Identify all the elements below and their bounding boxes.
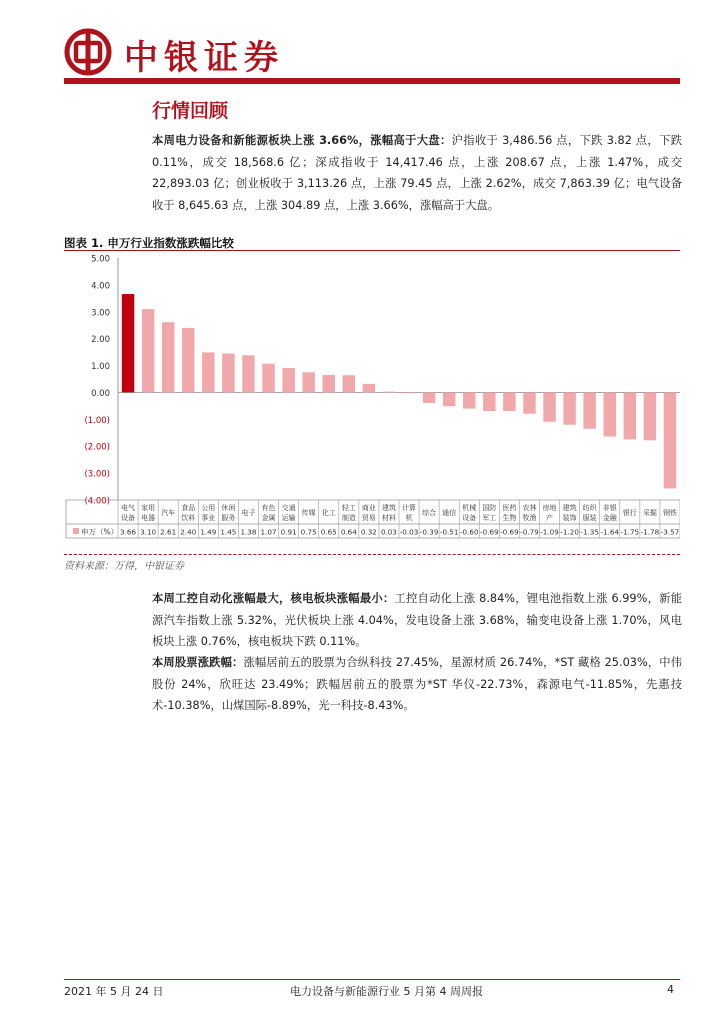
category-label: 国防 [482, 504, 497, 512]
bar [463, 392, 475, 408]
y-tick-label: 0.00 [91, 388, 110, 399]
category-label: 传媒 [301, 509, 316, 517]
bar [222, 353, 234, 392]
category-label: 电气 [121, 504, 136, 512]
data-label: -0.60 [459, 527, 479, 537]
bar [563, 392, 575, 424]
data-label: -1.09 [540, 527, 559, 537]
data-label: -0.51 [439, 527, 459, 537]
category-label: 交通 [281, 504, 296, 512]
category-label: 电器 [141, 514, 156, 522]
sector-performance-paragraph [152, 588, 682, 653]
category-label: 金属 [261, 514, 276, 522]
bar [202, 352, 214, 392]
category-label: 饮料 [181, 514, 196, 522]
category-label: 计算 [402, 504, 417, 512]
y-tick-label: (4.00) [84, 496, 110, 507]
bar [543, 392, 555, 421]
legend-swatch [73, 528, 79, 534]
data-label: -0.79 [520, 527, 539, 537]
data-label: 1.38 [240, 527, 257, 537]
bar [403, 392, 415, 393]
paragraph-body: 涨幅居前五的股票为合纵科技 27.45%，星源材质 26.74%，*ST 藏格 25.03%，中伟股份 24%，欣旺达 23.49%；跌幅居前五的股票为*ST 华仪-22.73%，森源电气-11.85%，先惠技术-10.38%，山煤国际-8.89%，光一科技-8.43%。 [152, 656, 682, 712]
market-review-paragraph [152, 130, 682, 216]
category-label: 运输 [281, 514, 296, 522]
figure-title: 图表 1. 申万行业指数涨跌幅比较 [64, 236, 234, 250]
category-label: 电子 [241, 509, 256, 517]
category-label: 医药 [502, 504, 517, 512]
paragraph-lead: 本周工控自动化涨幅最大，核电板块涨幅最小： [152, 592, 395, 605]
category-label: 服装 [582, 514, 597, 522]
bar [122, 294, 134, 392]
data-label: 3.10 [140, 527, 157, 537]
page-number: 4 [667, 983, 674, 996]
category-label: 金融 [602, 514, 617, 522]
data-label: -1.20 [560, 527, 579, 537]
data-label: 2.40 [180, 527, 197, 537]
data-label: 1.49 [200, 527, 217, 537]
bar [182, 328, 194, 393]
category-label: 通信 [442, 509, 457, 517]
data-label: 0.91 [280, 527, 297, 537]
category-label: 材料 [381, 514, 396, 522]
y-tick-label: (2.00) [84, 442, 110, 453]
data-label: -1.78 [640, 527, 660, 537]
category-label: 非银 [602, 504, 617, 512]
category-label: 产 [546, 514, 554, 522]
bar [604, 392, 616, 436]
bar [383, 392, 395, 393]
bar [363, 384, 375, 393]
data-label: -1.75 [620, 527, 640, 537]
y-tick-label: 1.00 [91, 362, 110, 373]
category-label: 服务 [221, 514, 236, 522]
category-label: 装饰 [562, 514, 577, 522]
paragraph-body: 工控自动化上涨 8.84%，锂电池指数上涨 6.99%，新能源汽车指数上涨 5.32%，光伏板块上涨 4.04%，发电设备上涨 3.68%，输变电设备上涨 1.70%，风电板块上涨 0.76%，核电板块下跌 0.11%。 [152, 592, 682, 648]
category-label: 商业 [361, 504, 376, 512]
footer-date: 2021 年 5 月 24 日 [64, 985, 164, 998]
bar [644, 392, 656, 440]
bar [624, 392, 636, 439]
bank-of-china-logo-icon [64, 28, 112, 76]
category-label: 纺织 [582, 504, 597, 512]
y-tick-label: 5.00 [91, 254, 110, 265]
data-label: -0.69 [480, 527, 499, 537]
bar [503, 392, 515, 411]
data-label: -0.39 [419, 527, 439, 537]
category-label: 机 [405, 514, 413, 522]
figure-title-rule [64, 250, 680, 251]
bar [423, 392, 435, 402]
category-label: 牧渔 [522, 514, 537, 522]
data-label: 1.07 [260, 527, 277, 537]
bar [343, 375, 355, 392]
bar [302, 372, 314, 392]
data-label: -0.69 [500, 527, 519, 537]
category-label: 设备 [121, 514, 136, 522]
category-label: 房地 [542, 504, 557, 512]
category-label: 食品 [181, 504, 196, 512]
data-label: 0.65 [320, 527, 337, 537]
bar [323, 375, 335, 392]
header-rule [64, 78, 680, 84]
data-label: -1.35 [580, 527, 599, 537]
y-tick-label: (1.00) [84, 415, 110, 426]
legend-label: 申万（%） [81, 527, 119, 537]
bar [282, 368, 294, 392]
footer-report-title: 电力设备与新能源行业 5 月第 4 周周报 [290, 985, 483, 998]
category-label: 设备 [462, 514, 477, 522]
bar [242, 355, 254, 392]
category-label: 建筑 [381, 504, 396, 512]
bar [483, 392, 495, 411]
category-label: 钢铁 [662, 509, 677, 517]
section-title: 行情回顾 [152, 100, 229, 122]
bar [142, 309, 154, 392]
category-label: 有色 [261, 504, 276, 512]
bar [262, 364, 274, 393]
data-label: 1.45 [220, 527, 237, 537]
data-label: 2.61 [160, 527, 177, 537]
bar [162, 322, 174, 392]
category-label: 银行 [622, 509, 637, 517]
data-label: -1.64 [600, 527, 620, 537]
category-label: 贸易 [361, 514, 376, 522]
category-label: 休闲 [221, 504, 236, 512]
brand-name: 中银证券 [124, 38, 284, 78]
data-label: 0.64 [340, 527, 357, 537]
category-label: 轻工 [341, 504, 356, 512]
data-label: 3.66 [120, 527, 137, 537]
y-tick-label: 2.00 [91, 335, 110, 346]
stock-movers-paragraph [152, 652, 682, 717]
paragraph-body: 沪指收于 3,486.56 点，下跌 3.82 点，下跌 0.11%，成交 18,568.6 亿；深成指收于 14,417.46 点，上涨 208.67 点，上涨 1.47%，成交 22,893.03 亿；创业板收于 3,113.26 点，上涨 79.45 点，上涨 2.62%，成交 7,863.39 亿；电气设备收于 8,645.63 点，上涨 304.89 点，上涨 3.66%，涨幅高于大盘。 [152, 134, 682, 212]
category-label: 公用 [201, 504, 216, 512]
category-label: 事业 [201, 514, 216, 522]
y-tick-label: (3.00) [84, 469, 110, 480]
paragraph-lead: 本周电力设备和新能源板块上涨 3.66%，涨幅高于大盘： [152, 134, 452, 147]
category-label: 家用 [141, 504, 156, 512]
figure-source: 资料来源：万得，中银证券 [64, 561, 184, 572]
y-tick-label: 4.00 [91, 281, 110, 292]
data-label: 0.32 [360, 527, 377, 537]
category-label: 建筑 [562, 504, 577, 512]
category-label: 化工 [321, 509, 336, 517]
category-label: 汽车 [161, 509, 176, 517]
data-label: 0.03 [380, 527, 397, 537]
source-rule [64, 554, 680, 555]
category-label: 军工 [482, 514, 497, 522]
data-label: -3.57 [660, 527, 680, 537]
data-label: -0.03 [399, 527, 419, 537]
category-label: 农林 [522, 504, 537, 512]
category-label: 综合 [422, 509, 437, 517]
industry-index-bar-chart [64, 252, 680, 552]
bar [523, 392, 535, 413]
category-label: 机械 [462, 504, 477, 512]
data-label: 0.75 [300, 527, 317, 537]
footer-rule [64, 979, 680, 980]
bar [443, 392, 455, 406]
category-label: 生物 [502, 514, 517, 522]
category-label: 采掘 [642, 509, 657, 517]
paragraph-lead: 本周股票涨跌幅： [152, 656, 244, 669]
category-label: 制造 [341, 514, 356, 522]
y-tick-label: 3.00 [91, 308, 110, 319]
bar [583, 392, 595, 428]
bar [664, 392, 676, 488]
